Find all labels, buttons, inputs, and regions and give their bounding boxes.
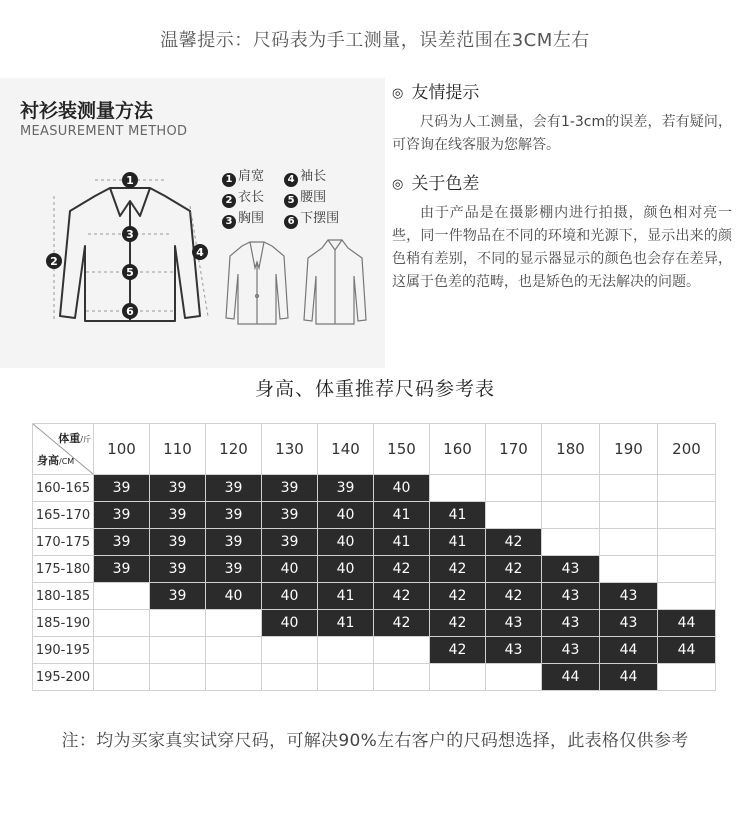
size-cell: 39 <box>262 502 318 529</box>
size-cell: 42 <box>374 610 430 637</box>
legend-chest: 3 胸围 <box>222 208 280 229</box>
corner-height-label: 身高/CM <box>37 454 75 467</box>
footnote: 注：均为买家真实试穿尺码，可解决90%左右客户的尺码想选择，此表格仅供参考 <box>61 731 689 751</box>
table-row <box>33 556 716 583</box>
height-label: 195-200 <box>33 664 94 691</box>
empty-cell <box>430 475 486 502</box>
color-diff-text: 由于产品是在摄影棚内进行拍摄，颜色相对亮一些，同一件物品在不同的环境和光源下，显示出来的颜色稍有差别，不同的显示器显示的颜色也会存在差异，这属于色差的范畴，也是矫色的无法解决的问题。 <box>392 205 732 290</box>
size-cell: 44 <box>600 637 658 664</box>
legend-hem: 6 下摆围 <box>284 208 342 229</box>
height-label: 175-180 <box>33 556 94 583</box>
friendly-tip-heading: ◎ 友情提示 <box>392 83 480 103</box>
weight-header: 190 <box>600 424 658 475</box>
size-cell: 41 <box>430 502 486 529</box>
empty-cell <box>542 529 600 556</box>
size-cell: 41 <box>318 610 374 637</box>
measure-marker-4 <box>192 244 208 260</box>
size-table-title: 身高、体重推荐尺码参考表 <box>254 378 495 400</box>
size-cell: 43 <box>486 610 542 637</box>
size-cell: 41 <box>318 583 374 610</box>
empty-cell <box>94 583 150 610</box>
coat-sketch-icon <box>300 238 370 328</box>
weight-header: 130 <box>262 424 318 475</box>
size-cell: 44 <box>542 664 600 691</box>
size-cell: 42 <box>430 583 486 610</box>
svg-text:2: 2 <box>50 255 58 268</box>
empty-cell <box>600 475 658 502</box>
size-cell: 43 <box>542 556 600 583</box>
size-cell: 42 <box>430 610 486 637</box>
weight-header: 180 <box>542 424 600 475</box>
height-label: 170-175 <box>33 529 94 556</box>
empty-cell <box>206 664 262 691</box>
empty-cell <box>262 637 318 664</box>
size-cell: 39 <box>206 475 262 502</box>
color-diff-heading: ◎ 关于色差 <box>392 174 480 194</box>
bullet-icon: ◎ <box>392 177 404 192</box>
size-cell: 40 <box>318 502 374 529</box>
empty-cell <box>206 610 262 637</box>
empty-cell <box>150 610 206 637</box>
table-row <box>33 637 716 664</box>
svg-text:4: 4 <box>196 246 204 259</box>
empty-cell <box>658 529 716 556</box>
empty-cell <box>94 664 150 691</box>
size-cell: 42 <box>374 556 430 583</box>
empty-cell <box>600 556 658 583</box>
height-label: 190-195 <box>33 637 94 664</box>
measure-marker-6 <box>122 303 138 319</box>
weight-header: 150 <box>374 424 430 475</box>
legend-length: 2 衣长 <box>222 187 280 208</box>
size-cell: 39 <box>206 556 262 583</box>
legend-sleeve: 4 袖长 <box>284 166 342 187</box>
size-cell: 44 <box>658 637 716 664</box>
weight-header: 170 <box>486 424 542 475</box>
table-row <box>33 664 716 691</box>
measure-marker-2 <box>46 253 62 269</box>
size-cell: 39 <box>150 502 206 529</box>
empty-cell <box>318 637 374 664</box>
empty-cell <box>658 475 716 502</box>
measure-marker-1 <box>122 172 138 188</box>
size-cell: 39 <box>318 475 374 502</box>
size-cell: 43 <box>486 637 542 664</box>
empty-cell <box>486 664 542 691</box>
top-note: 温馨提示：尺码表为手工测量，误差范围在3CM左右 <box>160 30 590 51</box>
svg-text:6: 6 <box>126 305 134 318</box>
weight-header: 200 <box>658 424 716 475</box>
size-cell: 43 <box>600 583 658 610</box>
empty-cell <box>600 529 658 556</box>
weight-header: 110 <box>150 424 206 475</box>
size-cell: 40 <box>262 556 318 583</box>
table-header-row <box>33 424 716 475</box>
size-cell: 40 <box>262 610 318 637</box>
size-cell: 42 <box>486 583 542 610</box>
height-label: 160-165 <box>33 475 94 502</box>
empty-cell <box>150 637 206 664</box>
size-cell: 40 <box>206 583 262 610</box>
measurement-legend <box>222 166 382 229</box>
table-row <box>33 502 716 529</box>
corner-weight-label: 体重/斤 <box>58 432 91 445</box>
table-row <box>33 610 716 637</box>
empty-cell <box>374 664 430 691</box>
empty-cell <box>658 502 716 529</box>
empty-cell <box>658 556 716 583</box>
size-cell: 41 <box>374 502 430 529</box>
height-label: 165-170 <box>33 502 94 529</box>
size-cell: 42 <box>430 556 486 583</box>
empty-cell <box>318 664 374 691</box>
svg-text:3: 3 <box>126 228 134 241</box>
size-cell: 42 <box>374 583 430 610</box>
measurement-subtitle: MEASUREMENT METHOD <box>20 124 188 139</box>
table-row <box>33 529 716 556</box>
empty-cell <box>542 475 600 502</box>
size-cell: 39 <box>150 556 206 583</box>
size-cell: 43 <box>600 610 658 637</box>
empty-cell <box>374 637 430 664</box>
legend-shoulder: 1 肩宽 <box>222 166 280 187</box>
empty-cell <box>486 502 542 529</box>
svg-text:1: 1 <box>126 174 134 187</box>
size-cell: 41 <box>430 529 486 556</box>
size-cell: 44 <box>600 664 658 691</box>
size-cell: 39 <box>262 529 318 556</box>
size-cell: 41 <box>374 529 430 556</box>
size-cell: 39 <box>94 529 150 556</box>
measure-marker-5 <box>122 264 138 280</box>
height-label: 185-190 <box>33 610 94 637</box>
height-label: 180-185 <box>33 583 94 610</box>
size-cell: 43 <box>542 637 600 664</box>
size-cell: 39 <box>262 475 318 502</box>
size-cell: 43 <box>542 583 600 610</box>
size-cell: 39 <box>94 502 150 529</box>
weight-header: 160 <box>430 424 486 475</box>
size-cell: 39 <box>94 556 150 583</box>
size-cell: 39 <box>150 583 206 610</box>
table-corner <box>33 424 94 475</box>
measurement-title: 衬衫装测量方法 <box>20 100 154 122</box>
empty-cell <box>542 502 600 529</box>
empty-cell <box>600 502 658 529</box>
empty-cell <box>94 610 150 637</box>
size-cell: 42 <box>486 529 542 556</box>
size-cell: 42 <box>486 556 542 583</box>
weight-header: 140 <box>318 424 374 475</box>
empty-cell <box>150 664 206 691</box>
svg-text:5: 5 <box>126 266 134 279</box>
empty-cell <box>206 637 262 664</box>
empty-cell <box>486 475 542 502</box>
size-cell: 40 <box>262 583 318 610</box>
size-cell: 40 <box>318 529 374 556</box>
size-cell: 39 <box>94 475 150 502</box>
info-section <box>392 78 732 306</box>
size-cell: 40 <box>374 475 430 502</box>
measurement-panel <box>0 78 385 368</box>
table-row <box>33 475 716 502</box>
size-cell: 40 <box>318 556 374 583</box>
size-cell: 39 <box>150 529 206 556</box>
size-cell: 44 <box>658 610 716 637</box>
shirt-diagram-icon <box>40 166 220 366</box>
weight-header: 120 <box>206 424 262 475</box>
measure-marker-3 <box>122 226 138 242</box>
size-cell: 43 <box>542 610 600 637</box>
friendly-tip-text: 尺码为人工测量，会有1-3cm的误差，若有疑问，可咨询在线客服为您解答。 <box>392 114 732 153</box>
size-cell: 39 <box>206 529 262 556</box>
legend-waist: 5 腰围 <box>284 187 342 208</box>
jacket-sketch-icon <box>222 238 292 328</box>
size-table <box>32 423 716 691</box>
size-cell: 39 <box>150 475 206 502</box>
size-cell: 39 <box>206 502 262 529</box>
empty-cell <box>262 664 318 691</box>
empty-cell <box>94 637 150 664</box>
empty-cell <box>658 583 716 610</box>
bullet-icon: ◎ <box>392 86 404 101</box>
table-row <box>33 583 716 610</box>
size-cell: 42 <box>430 637 486 664</box>
empty-cell <box>430 664 486 691</box>
empty-cell <box>658 664 716 691</box>
weight-header: 100 <box>94 424 150 475</box>
